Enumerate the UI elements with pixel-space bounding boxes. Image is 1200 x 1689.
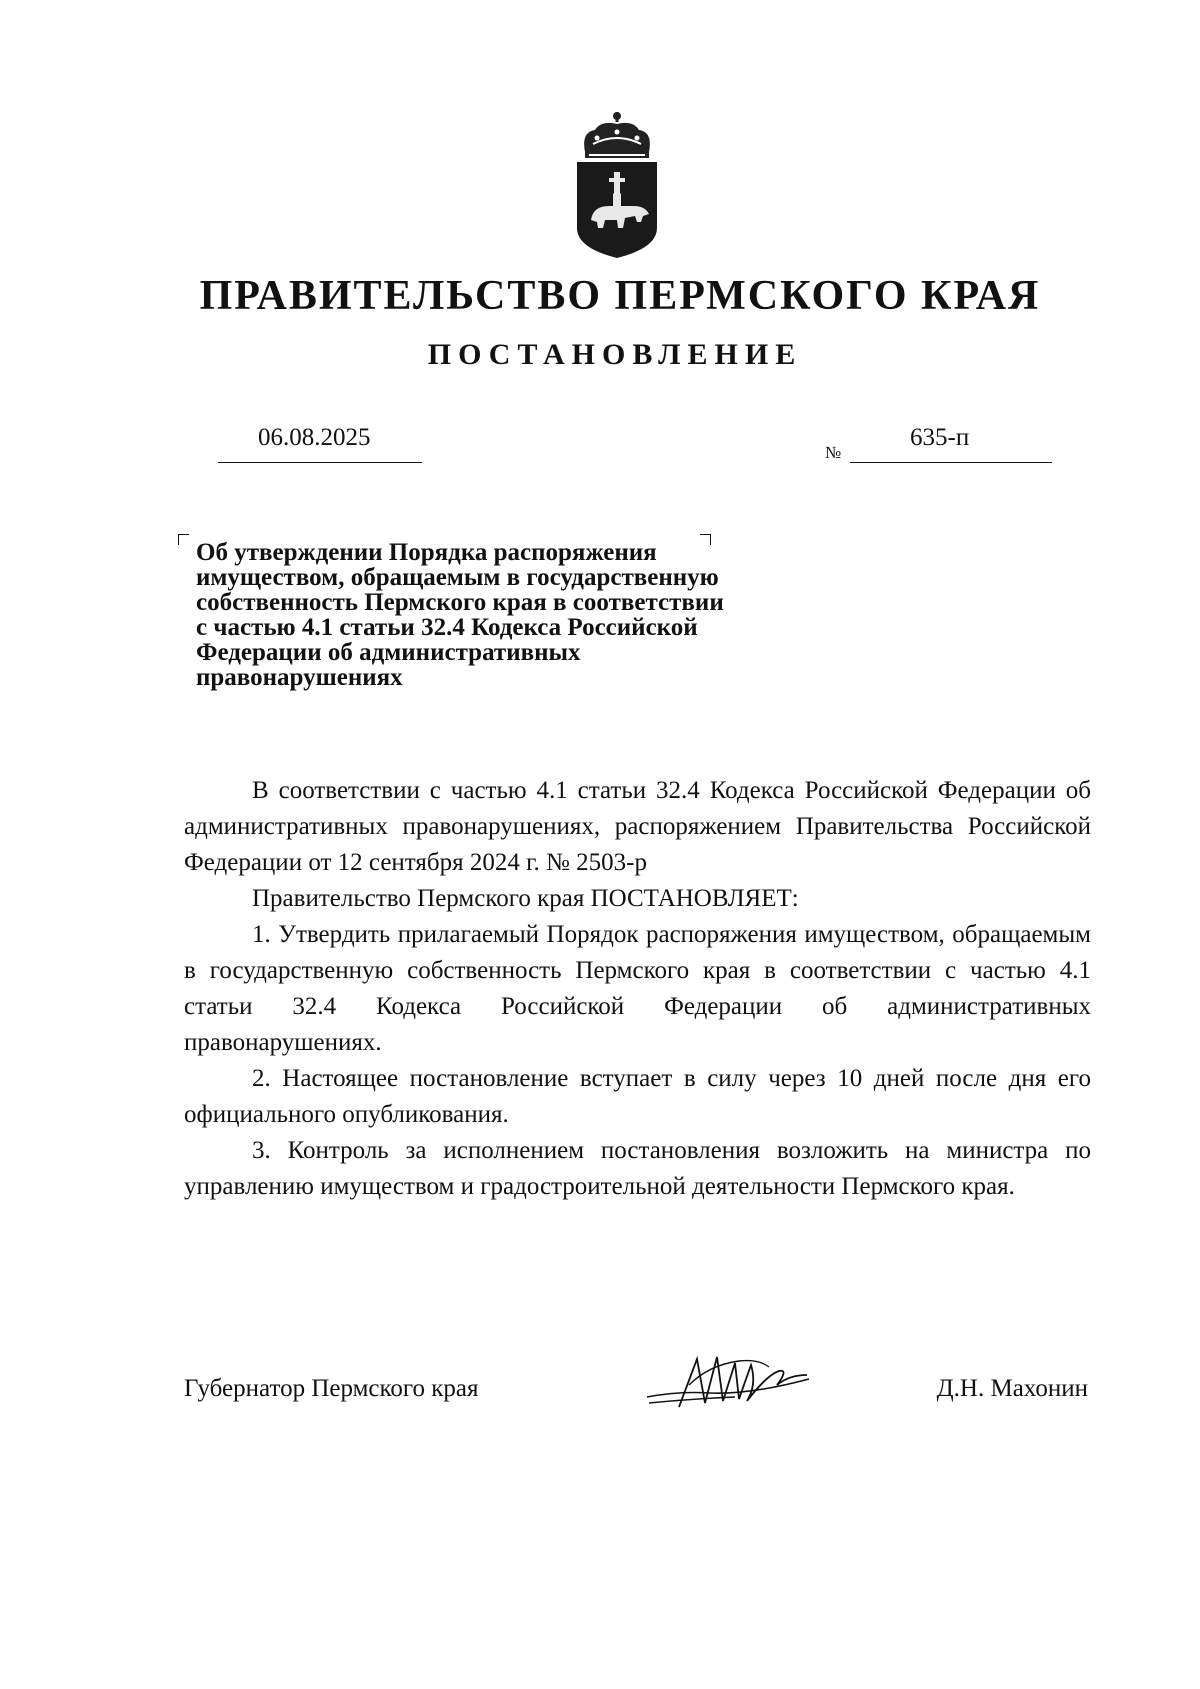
document-number: 635-п [910,424,970,451]
subject-line: собственность Пермского края в соответствии [196,589,724,616]
document-date: 06.08.2025 [258,424,371,451]
coat-of-arms-icon [571,110,663,260]
body-paragraph: Правительство Пермского края ПОСТАНОВЛЯЕТ: [252,885,799,912]
organization-title: ПРАВИТЕЛЬСТВО ПЕРМСКОГО КРАЯ [199,273,1041,319]
document-body [184,773,1091,1205]
document-subject [196,540,816,690]
signature-block [184,1375,1088,1435]
body-paragraph: В соответствии с частью 4.1 статьи 32.4 Кодекса Российской Федерации об административных правонарушениях, распоряжением Правительства Российской Федерации от 12 сентября 2024 г. № 2503-р [184,777,1091,876]
handwritten-signature-icon [639,1345,829,1425]
signer-position: Губернатор Пермского края [184,1375,479,1402]
number-sign: № [825,443,842,462]
signer-name: Д.Н. Махонин [936,1375,1088,1402]
subject-line: Федерации об административных [196,639,581,666]
document-type: ПОСТАНОВЛЕНИЕ [427,338,803,371]
subject-line: с частью 4.1 статьи 32.4 Кодекса Российской [196,614,698,641]
body-paragraph: 3. Контроль за исполнением постановления возложить на министра по управлению имуществом и градостроительной деятельности Пермского края. [184,1137,1091,1200]
number-field [850,424,1052,463]
subject-line: имуществом, обращаемым в государственную [196,564,719,591]
date-field [218,424,422,463]
subject-line: Об утверждении Порядка распоряжения [196,539,657,566]
body-paragraph: 2. Настоящее постановление вступает в силу через 10 дней после дня его официального опубликования. [184,1065,1091,1128]
body-paragraph: 1. Утвердить прилагаемый Порядок распоряжения имуществом, обращаемым в государственную собственность Пермского края в соответствии с частью 4.1 статьи 32.4 Кодекса Российской Федерации об административных правонарушениях. [184,921,1091,1056]
subject-line: правонарушениях [196,664,403,691]
subject-bracket-left [178,534,189,545]
